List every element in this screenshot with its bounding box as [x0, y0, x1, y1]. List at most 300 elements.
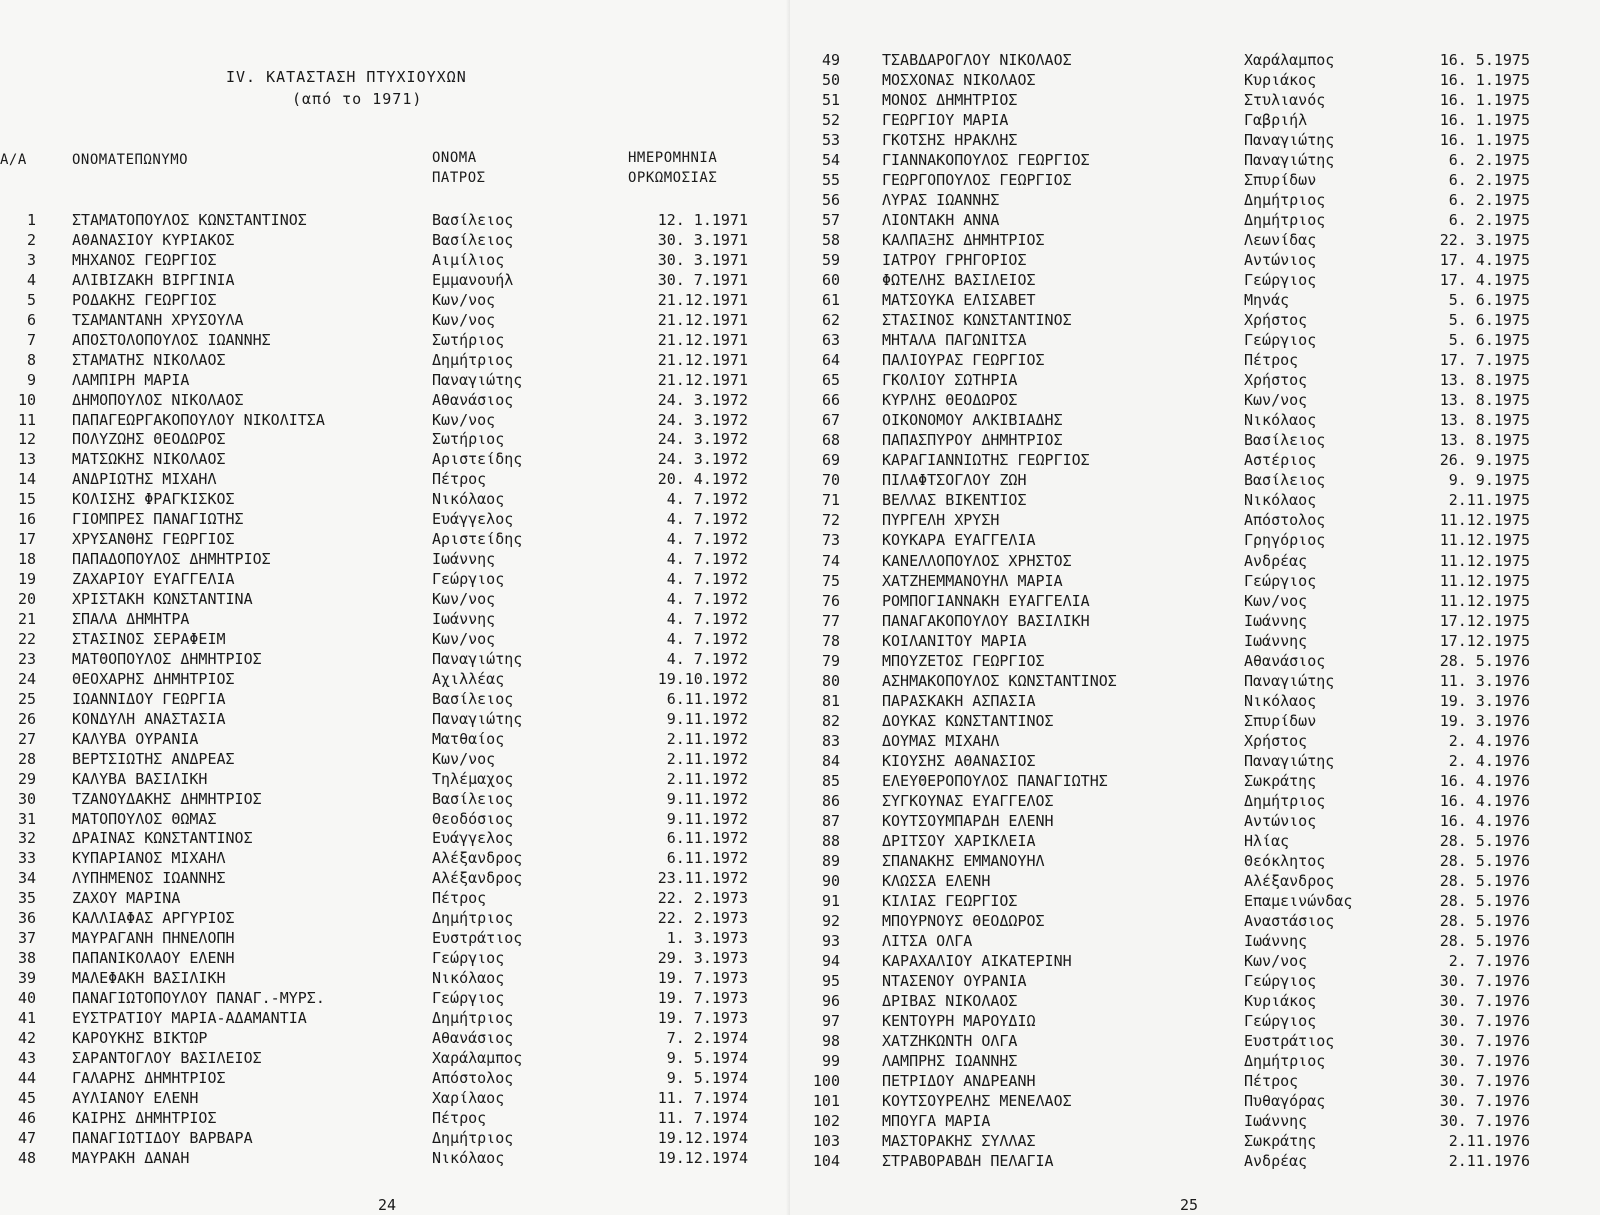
- row-oath-date: 21.12.1971: [657, 310, 748, 329]
- table-row: [790, 971, 1600, 991]
- table-row: [0, 789, 790, 809]
- table-row: [790, 951, 1600, 971]
- row-number: 43: [17, 1048, 36, 1067]
- row-oath-date: 30. 7.1971: [657, 270, 748, 289]
- row-number: 73: [821, 531, 840, 550]
- table-row: [0, 370, 790, 390]
- row-oath-date: 20. 4.1972: [657, 470, 748, 489]
- row-number: 21: [17, 610, 36, 628]
- row-oath-date: 13. 8.1975: [1439, 371, 1530, 390]
- row-oath-date: 19. 7.1973: [657, 989, 748, 1008]
- row-father-name: Θεόκλητος: [1244, 851, 1326, 870]
- row-number: 60: [821, 271, 840, 290]
- row-number: 69: [821, 451, 840, 470]
- row-father-name: Δημήτριος: [432, 909, 514, 928]
- row-oath-date: 17.12.1975: [1439, 631, 1530, 650]
- table-row: [0, 988, 790, 1008]
- table-row: [790, 470, 1600, 490]
- table-row: [0, 1088, 790, 1108]
- row-full-name: ΒΕΛΛΑΣ ΒΙΚΕΝΤΙΟΣ: [882, 491, 1027, 510]
- row-full-name: ΠΑΛΙΟΥΡΑΣ ΓΕΩΡΓΙΟΣ: [882, 351, 1045, 370]
- section-subtitle: (από το 1971): [292, 90, 423, 108]
- row-father-name: Κων/νος: [1244, 391, 1308, 410]
- row-full-name: ΣΤΑΜΑΤΗΣ ΝΙΚΟΛΑΟΣ: [72, 350, 226, 369]
- row-number: 97: [821, 1011, 840, 1030]
- table-row: [0, 1048, 790, 1068]
- row-number: 67: [821, 411, 840, 430]
- table-row: [790, 1051, 1600, 1071]
- row-father-name: Αντώνιος: [1244, 251, 1317, 270]
- row-number: 74: [821, 551, 840, 570]
- row-oath-date: 30. 7.1976: [1439, 1112, 1530, 1131]
- row-father-name: Σωτήριος: [432, 430, 505, 449]
- row-father-name: Δημήτριος: [432, 350, 514, 369]
- row-full-name: ΜΠΟΥΖΕΤΟΣ ΓΕΩΡΓΙΟΣ: [882, 651, 1045, 670]
- row-father-name: Πέτρος: [1244, 351, 1299, 370]
- row-number: 95: [821, 971, 840, 990]
- row-full-name: ΣΥΓΚΟΥΝΑΣ ΕΥΑΓΓΕΛΟΣ: [882, 791, 1054, 810]
- row-full-name: ΛΥΡΑΣ ΙΩΑΝΝΗΣ: [882, 191, 1000, 210]
- row-number: 56: [821, 191, 840, 210]
- table-row: [0, 469, 790, 489]
- row-father-name: Απόστολος: [432, 1068, 514, 1087]
- row-oath-date: 13. 8.1975: [1439, 431, 1530, 450]
- table-row: [790, 130, 1600, 150]
- row-oath-date: 16. 1.1975: [1439, 131, 1530, 150]
- row-father-name: Ιωάννης: [1244, 1112, 1308, 1131]
- row-number: 57: [821, 211, 840, 230]
- row-number: 101: [812, 1092, 840, 1111]
- row-number: 38: [17, 949, 36, 968]
- row-number: 30: [17, 789, 36, 808]
- row-oath-date: 6. 2.1975: [1448, 151, 1530, 170]
- row-oath-date: 19.12.1974: [657, 1148, 748, 1167]
- row-number: 89: [821, 851, 840, 870]
- row-full-name: ΚΟΝΔΥΛΗ ΑΝΑΣΤΑΣΙΑ: [72, 709, 226, 728]
- row-number: 96: [821, 991, 840, 1010]
- row-oath-date: 9.11.1972: [666, 709, 748, 728]
- table-row: [790, 811, 1600, 831]
- row-oath-date: 9. 5.1974: [666, 1068, 748, 1087]
- row-father-name: Πέτρος: [432, 889, 487, 908]
- row-father-name: Νικόλαος: [432, 1148, 505, 1167]
- row-number: 34: [17, 869, 36, 888]
- row-number: 63: [821, 331, 840, 350]
- row-father-name: Κων/νος: [432, 310, 496, 329]
- table-row: [0, 1028, 790, 1048]
- row-full-name: ΣΠΑΝΑΚΗΣ ΕΜΜΑΝΟΥΗΛ: [882, 851, 1045, 870]
- row-full-name: ΑΝΔΡΙΩΤΗΣ ΜΙΧΑΗΛ: [72, 470, 217, 489]
- row-full-name: ΔΡΙΒΑΣ ΝΙΚΟΛΑΟΣ: [882, 991, 1018, 1010]
- row-number: 79: [821, 651, 840, 670]
- table-row: [0, 529, 790, 549]
- row-number: 94: [821, 951, 840, 970]
- row-number: 29: [17, 769, 36, 788]
- row-father-name: Σπυρίδων: [1244, 711, 1317, 730]
- row-full-name: ΣΤΑΜΑΤΟΠΟΥΛΟΣ ΚΩΝΣΤΑΝΤΙΝΟΣ: [72, 211, 307, 229]
- row-father-name: Ευάγγελος: [432, 829, 514, 848]
- row-father-name: Λεωνίδας: [1244, 231, 1317, 250]
- table-row: [790, 1111, 1600, 1131]
- table-row: [790, 771, 1600, 791]
- table-row: [790, 691, 1600, 711]
- row-full-name: ΘΕΟΧΑΡΗΣ ΔΗΜΗΤΡΙΟΣ: [72, 669, 235, 688]
- row-father-name: Γεώργιος: [432, 570, 505, 589]
- row-father-name: Ευστράτιος: [432, 929, 523, 948]
- row-oath-date: 2. 4.1976: [1448, 731, 1530, 750]
- row-full-name: ΓΚΟΛΙΟΥ ΣΩΤΗΡΙΑ: [882, 371, 1018, 390]
- row-full-name: ΚΑΛΥΒΑ ΟΥΡΑΝΙΑ: [72, 729, 199, 748]
- row-number: 61: [821, 291, 840, 310]
- row-oath-date: 17. 4.1975: [1439, 271, 1530, 290]
- page-number-right: 25: [1180, 1196, 1199, 1214]
- table-row: [790, 350, 1600, 370]
- row-number: 48: [17, 1148, 36, 1167]
- row-number: 98: [821, 1031, 840, 1050]
- row-full-name: ΚΑΡΑΓΙΑΝΝΙΩΤΗΣ ΓΕΩΡΓΙΟΣ: [882, 451, 1090, 470]
- row-number: 8: [26, 350, 36, 369]
- row-oath-date: 11.12.1975: [1439, 571, 1530, 590]
- row-father-name: Αθανάσιος: [432, 390, 514, 409]
- row-number: 103: [812, 1132, 840, 1151]
- row-full-name: ΠΑΠΑΣΠΥΡΟΥ ΔΗΜΗΤΡΙΟΣ: [882, 431, 1063, 450]
- row-father-name: Ιωάννης: [1244, 931, 1308, 950]
- table-row: [0, 1068, 790, 1088]
- row-full-name: ΧΑΤΖΗΕΜΜΑΝΟΥΗΛ ΜΑΡΙΑ: [882, 571, 1063, 590]
- table-row: [790, 1011, 1600, 1031]
- table-row: [790, 90, 1600, 110]
- row-number: 18: [17, 550, 36, 569]
- row-full-name: ΒΕΡΤΣΙΩΤΗΣ ΑΝΔΡΕΑΣ: [72, 749, 235, 768]
- row-father-name: Δημήτριος: [1244, 211, 1326, 230]
- row-number: 6: [26, 310, 36, 329]
- row-father-name: Αιμίλιος: [432, 250, 505, 269]
- table-row: [790, 370, 1600, 390]
- table-row: [790, 530, 1600, 550]
- row-father-name: Βασίλειος: [432, 211, 514, 229]
- row-oath-date: 21.12.1971: [657, 370, 748, 389]
- row-oath-date: 1. 3.1973: [666, 929, 748, 948]
- row-number: 90: [821, 871, 840, 890]
- table-row: [0, 270, 790, 290]
- row-father-name: Σπυρίδων: [1244, 171, 1317, 190]
- row-full-name: ΜΠΟΥΓΑ ΜΑΡΙΑ: [882, 1112, 991, 1131]
- row-full-name: ΠΥΡΓΕΛΗ ΧΡΥΣΗ: [882, 511, 1000, 530]
- row-number: 104: [812, 1152, 840, 1171]
- table-row: [0, 888, 790, 908]
- row-father-name: Αλέξανδρος: [432, 849, 523, 868]
- row-father-name: Πέτρος: [1244, 1072, 1299, 1091]
- row-father-name: Χρήστος: [1244, 371, 1308, 390]
- row-full-name: ΑΠΟΣΤΟΛΟΠΟΥΛΟΣ ΙΩΑΝΝΗΣ: [72, 330, 271, 349]
- row-full-name: ΤΖΑΝΟΥΔΑΚΗΣ ΔΗΜΗΤΡΙΟΣ: [72, 789, 262, 808]
- row-number: 2: [26, 230, 36, 249]
- table-row: [790, 1031, 1600, 1051]
- row-father-name: Χαράλαμπος: [432, 1048, 523, 1067]
- row-oath-date: 28. 5.1976: [1439, 931, 1530, 950]
- row-father-name: Επαμεινώνδας: [1244, 891, 1353, 910]
- row-oath-date: 12. 1.1971: [657, 211, 748, 229]
- row-father-name: Σωκράτης: [1244, 1132, 1317, 1151]
- table-row: [0, 729, 790, 749]
- header-num: Α/Α: [0, 152, 27, 168]
- row-full-name: ΣΤΑΣΙΝΟΣ ΣΕΡΑΦΕΙΜ: [72, 629, 226, 648]
- row-number: 58: [821, 231, 840, 250]
- table-row: [0, 1008, 790, 1028]
- row-oath-date: 11. 7.1974: [657, 1108, 748, 1127]
- row-father-name: Ανδρέας: [1244, 551, 1308, 570]
- row-oath-date: 11. 7.1974: [657, 1088, 748, 1107]
- row-father-name: Παναγιώτης: [432, 649, 523, 668]
- right-page: [790, 0, 1600, 1215]
- row-father-name: Βασίλειος: [1244, 471, 1326, 490]
- table-row: [790, 711, 1600, 731]
- row-number: 20: [17, 590, 36, 609]
- row-full-name: ΛΑΜΠΡΗΣ ΙΩΑΝΝΗΣ: [882, 1052, 1018, 1070]
- header-name: ΟΝΟΜΑΤΕΠΩΝΥΜΟ: [72, 152, 189, 168]
- row-father-name: Χρήστος: [1244, 731, 1308, 750]
- row-oath-date: 19.10.1972: [657, 669, 748, 688]
- row-father-name: Νικόλαος: [1244, 491, 1317, 510]
- row-oath-date: 4. 7.1972: [666, 550, 748, 569]
- row-oath-date: 9. 9.1975: [1448, 471, 1530, 490]
- row-oath-date: 30. 3.1971: [657, 250, 748, 269]
- table-row: [0, 390, 790, 410]
- table-row: [0, 1128, 790, 1148]
- row-number: 53: [821, 131, 840, 150]
- row-full-name: ΠΑΠΑΓΕΩΡΓΑΚΟΠΟΥΛΟΥ ΝΙΚΟΛΙΤΣΑ: [72, 410, 325, 429]
- table-row: [790, 871, 1600, 891]
- row-father-name: Νικόλαος: [1244, 411, 1317, 430]
- row-oath-date: 4. 7.1972: [666, 570, 748, 589]
- row-number: 35: [17, 889, 36, 908]
- row-oath-date: 30. 7.1976: [1439, 1052, 1530, 1070]
- row-oath-date: 11.12.1975: [1439, 591, 1530, 610]
- row-oath-date: 6.11.1972: [666, 849, 748, 868]
- row-full-name: ΓΙΟΜΠΡΕΣ ΠΑΝΑΓΙΩΤΗΣ: [72, 510, 244, 529]
- row-oath-date: 16. 4.1976: [1439, 791, 1530, 810]
- row-number: 65: [821, 371, 840, 390]
- row-father-name: Κων/νος: [1244, 951, 1308, 970]
- row-full-name: ΚΟΙΛΑΝΙΤΟΥ ΜΑΡΙΑ: [882, 631, 1027, 650]
- row-father-name: Αντώνιος: [1244, 811, 1317, 830]
- table-row: [0, 828, 790, 848]
- row-oath-date: 22. 2.1973: [657, 889, 748, 908]
- row-full-name: ΜΑΤΟΠΟΥΛΟΣ ΘΩΜΑΣ: [72, 809, 217, 828]
- row-number: 50: [821, 71, 840, 90]
- row-number: 11: [17, 410, 36, 429]
- row-full-name: ΓΚΟΤΣΗΣ ΗΡΑΚΛΗΣ: [882, 131, 1018, 150]
- row-oath-date: 5. 6.1975: [1448, 311, 1530, 330]
- row-number: 23: [17, 649, 36, 668]
- row-father-name: Γεώργιος: [1244, 571, 1317, 590]
- row-full-name: ΤΣΑΒΔΑΡΟΓΛΟΥ ΝΙΚΟΛΑΟΣ: [882, 51, 1072, 69]
- row-full-name: ΜΑΥΡΑΓΑΝΗ ΠΗΝΕΛΟΠΗ: [72, 929, 235, 948]
- table-row: [790, 450, 1600, 470]
- row-father-name: Ιωάννης: [1244, 631, 1308, 650]
- row-oath-date: 16. 1.1975: [1439, 91, 1530, 110]
- row-full-name: ΡΟΜΠΟΓΙΑΝΝΑΚΗ ΕΥΑΓΓΕΛΙΑ: [882, 591, 1090, 610]
- row-number: 78: [821, 631, 840, 650]
- row-number: 26: [17, 709, 36, 728]
- row-father-name: Ανδρέας: [1244, 1152, 1308, 1171]
- table-row: [790, 50, 1600, 70]
- row-number: 17: [17, 530, 36, 549]
- row-father-name: Πυθαγόρας: [1244, 1092, 1326, 1111]
- row-father-name: Κων/νος: [432, 629, 496, 648]
- row-oath-date: 2.11.1976: [1448, 1132, 1530, 1151]
- row-full-name: ΚΙΛΙΑΣ ΓΕΩΡΓΙΟΣ: [882, 891, 1018, 910]
- row-full-name: ΚΥΡΛΗΣ ΘΕΟΔΩΡΟΣ: [882, 391, 1018, 410]
- row-full-name: ΠΑΝΑΓΙΩΤΙΔΟΥ ΒΑΡΒΑΡΑ: [72, 1128, 253, 1147]
- row-oath-date: 11. 3.1976: [1439, 671, 1530, 690]
- row-full-name: ΜΑΣΤΟΡΑΚΗΣ ΣΥΛΛΑΣ: [882, 1132, 1036, 1151]
- row-father-name: Νικόλαος: [432, 490, 505, 509]
- row-father-name: Γεώργιος: [1244, 271, 1317, 290]
- row-father-name: Χαράλαμπος: [1244, 51, 1335, 69]
- row-number: 12: [17, 430, 36, 449]
- table-row: [0, 1148, 790, 1168]
- row-father-name: Σωκράτης: [1244, 771, 1317, 790]
- row-oath-date: 23.11.1972: [657, 869, 748, 888]
- row-oath-date: 30. 7.1976: [1439, 1092, 1530, 1111]
- row-number: 31: [17, 809, 36, 828]
- table-row: [0, 928, 790, 948]
- row-number: 32: [17, 829, 36, 848]
- row-oath-date: 28. 5.1976: [1439, 831, 1530, 850]
- row-number: 81: [821, 691, 840, 710]
- row-father-name: Παναγιώτης: [1244, 151, 1335, 170]
- row-oath-date: 28. 5.1976: [1439, 891, 1530, 910]
- row-full-name: ΓΕΩΡΓΙΟΥ ΜΑΡΙΑ: [882, 111, 1009, 130]
- row-full-name: ΚΙΟΥΣΗΣ ΑΘΑΝΑΣΙΟΣ: [882, 751, 1036, 770]
- table-row: [790, 250, 1600, 270]
- row-full-name: ΕΥΣΤΡΑΤΙΟΥ ΜΑΡΙΑ-ΑΔΑΜΑΝΤΙΑ: [72, 1009, 307, 1027]
- row-father-name: Κων/νος: [432, 290, 496, 309]
- table-row: [790, 631, 1600, 651]
- row-full-name: ΑΣΗΜΑΚΟΠΟΥΛΟΣ ΚΩΝΣΤΑΝΤΙΝΟΣ: [882, 671, 1117, 690]
- row-oath-date: 16. 5.1975: [1439, 51, 1530, 69]
- table-row: [790, 150, 1600, 170]
- row-oath-date: 2.11.1972: [666, 749, 748, 768]
- row-oath-date: 30. 7.1976: [1439, 991, 1530, 1010]
- row-number: 87: [821, 811, 840, 830]
- row-full-name: ΑΥΛΙΑΝΟΥ ΕΛΕΝΗ: [72, 1088, 199, 1107]
- row-father-name: Δημήτριος: [1244, 191, 1326, 210]
- row-father-name: Ευστράτιος: [1244, 1031, 1335, 1050]
- table-row: [790, 651, 1600, 671]
- row-oath-date: 16. 4.1976: [1439, 771, 1530, 790]
- row-father-name: Κυριάκος: [1244, 71, 1317, 90]
- row-full-name: ΚΟΛΙΣΗΣ ΦΡΑΓΚΙΣΚΟΣ: [72, 490, 235, 509]
- row-number: 51: [821, 91, 840, 110]
- row-father-name: Αχιλλέας: [432, 669, 505, 688]
- row-father-name: Χρήστος: [1244, 311, 1308, 330]
- row-oath-date: 4. 7.1972: [666, 510, 748, 529]
- table-row: [0, 230, 790, 250]
- row-father-name: Παναγιώτης: [432, 709, 523, 728]
- row-oath-date: 21.12.1971: [657, 330, 748, 349]
- row-full-name: ΜΗΧΑΝΟΣ ΓΕΩΡΓΙΟΣ: [72, 250, 217, 269]
- row-full-name: ΣΤΡΑΒΟΡΑΒΔΗ ΠΕΛΑΓΙΑ: [882, 1152, 1054, 1171]
- row-number: 27: [17, 729, 36, 748]
- row-full-name: ΣΠΑΛΑ ΔΗΜΗΤΡΑ: [72, 610, 190, 628]
- row-father-name: Παναγιώτης: [1244, 671, 1335, 690]
- table-row: [790, 170, 1600, 190]
- row-full-name: ΤΣΑΜΑΝΤΑΝΗ ΧΡΥΣΟΥΛΑ: [72, 310, 244, 329]
- row-full-name: ΑΛΙΒΙΖΑΚΗ ΒΙΡΓΙΝΙΑ: [72, 270, 235, 289]
- row-full-name: ΔΟΥΚΑΣ ΚΩΝΣΤΑΝΤΙΝΟΣ: [882, 711, 1054, 730]
- table-row: [0, 210, 790, 230]
- row-father-name: Παναγιώτης: [1244, 131, 1335, 150]
- table-row: [790, 270, 1600, 290]
- row-oath-date: 30. 7.1976: [1439, 1072, 1530, 1091]
- row-number: 85: [821, 771, 840, 790]
- row-oath-date: 4. 7.1972: [666, 610, 748, 628]
- row-number: 75: [821, 571, 840, 590]
- row-oath-date: 19. 7.1973: [657, 969, 748, 988]
- row-full-name: ΔΗΜΟΠΟΥΛΟΣ ΝΙΚΟΛΑΟΣ: [72, 390, 244, 409]
- row-number: 19: [17, 570, 36, 589]
- table-row: [0, 410, 790, 430]
- row-full-name: ΚΑΝΕΛΛΟΠΟΥΛΟΣ ΧΡΗΣΤΟΣ: [882, 551, 1072, 570]
- row-full-name: ΧΑΤΖΗΚΩΝΤΗ ΟΛΓΑ: [882, 1031, 1018, 1050]
- row-full-name: ΛΙΤΣΑ ΟΛΓΑ: [882, 931, 973, 950]
- row-number: 41: [17, 1009, 36, 1027]
- row-father-name: Βασίλειος: [432, 789, 514, 808]
- table-row: [790, 751, 1600, 771]
- table-row: [790, 611, 1600, 631]
- row-oath-date: 5. 6.1975: [1448, 331, 1530, 350]
- row-number: 25: [17, 689, 36, 708]
- row-oath-date: 24. 3.1972: [657, 430, 748, 449]
- row-full-name: ΕΛΕΥΘΕΡΟΠΟΥΛΟΣ ΠΑΝΑΓΙΩΤΗΣ: [882, 771, 1108, 790]
- row-number: 10: [17, 390, 36, 409]
- row-full-name: ΝΤΑΣΕΝΟΥ ΟΥΡΑΝΙΑ: [882, 971, 1027, 990]
- row-oath-date: 19. 3.1976: [1439, 711, 1530, 730]
- row-full-name: ΛΑΜΠΙΡΗ ΜΑΡΙΑ: [72, 370, 190, 389]
- row-number: 54: [821, 151, 840, 170]
- row-oath-date: 2. 7.1976: [1448, 951, 1530, 970]
- section-title: IV. ΚΑΤΑΣΤΑΣΗ ΠΤΥΧΙΟΥΧΩΝ: [226, 68, 467, 86]
- row-oath-date: 21.12.1971: [657, 350, 748, 369]
- table-row: [0, 250, 790, 270]
- table-row: [0, 629, 790, 649]
- header-date-line2: ΟΡΚΩΜΟΣΙΑΣ: [628, 170, 718, 186]
- table-row: [0, 569, 790, 589]
- row-father-name: Χαρίλαος: [432, 1088, 505, 1107]
- row-full-name: ΓΑΛΑΡΗΣ ΔΗΜΗΤΡΙΟΣ: [72, 1068, 226, 1087]
- table-row: [0, 868, 790, 888]
- row-full-name: ΠΑΠΑΔΟΠΟΥΛΟΣ ΔΗΜΗΤΡΙΟΣ: [72, 550, 271, 569]
- row-full-name: ΔΟΥΜΑΣ ΜΙΧΑΗΛ: [882, 731, 1000, 750]
- table-row: [790, 851, 1600, 871]
- row-father-name: Νικόλαος: [432, 969, 505, 988]
- table-row: [0, 549, 790, 569]
- table-row: [790, 791, 1600, 811]
- row-full-name: ΚΟΥΤΣΟΥΜΠΑΡΔΗ ΕΛΕΝΗ: [882, 811, 1054, 830]
- row-number: 15: [17, 490, 36, 509]
- table-row: [790, 330, 1600, 350]
- row-full-name: ΚΑΙΡΗΣ ΔΗΜΗΤΡΙΟΣ: [72, 1108, 217, 1127]
- row-father-name: Αλέξανδρος: [432, 869, 523, 888]
- row-oath-date: 2.11.1975: [1448, 491, 1530, 510]
- row-full-name: ΜΑΤΘΟΠΟΥΛΟΣ ΔΗΜΗΤΡΙΟΣ: [72, 649, 262, 668]
- row-full-name: ΣΤΑΣΙΝΟΣ ΚΩΝΣΤΑΝΤΙΝΟΣ: [882, 311, 1072, 330]
- table-row: [790, 430, 1600, 450]
- table-row: [0, 310, 790, 330]
- row-oath-date: 17. 7.1975: [1439, 351, 1530, 370]
